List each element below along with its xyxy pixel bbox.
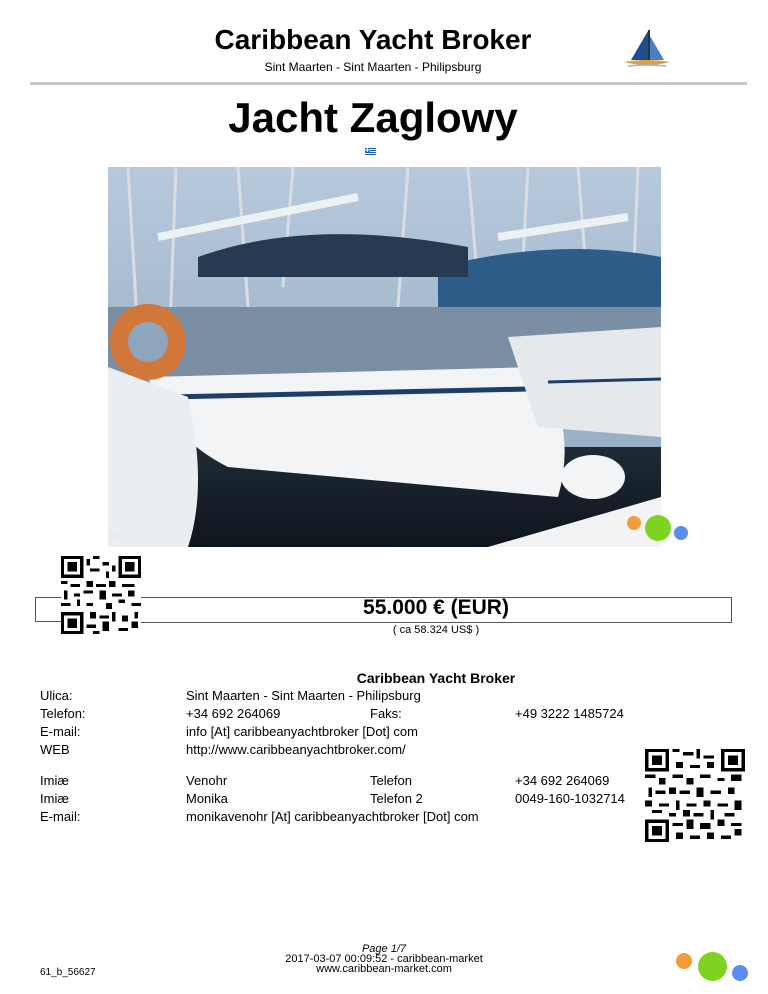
reference-code: 61_b_56627 xyxy=(40,967,96,978)
street-label: Ulica: xyxy=(40,688,73,703)
contact-phone2-label: Telefon 2 xyxy=(370,791,423,806)
green-dot xyxy=(698,952,727,981)
company-location: Sint Maarten - Sint Maarten - Philipsburg xyxy=(264,60,482,74)
listing-price: 55.000 € (EUR) xyxy=(363,596,509,619)
street-value: Sint Maarten - Sint Maarten - Philipsburg xyxy=(186,688,421,703)
orange-dot xyxy=(627,516,641,530)
company-title: Caribbean Yacht Broker xyxy=(214,24,532,55)
phone-label: Telefon: xyxy=(40,706,86,721)
contact-email-label: E-mail: xyxy=(40,809,81,824)
blue-dot xyxy=(674,526,688,540)
yacht-photo xyxy=(108,167,661,547)
page-indicator: Page 1/7 xyxy=(361,943,407,955)
email-value: info [At] caribbeanyachtbroker [Dot] com xyxy=(186,724,418,739)
orange-dot xyxy=(676,953,692,969)
phone-value: +34 692 264069 xyxy=(186,706,281,721)
web-label: WEB xyxy=(40,742,70,757)
contact-qr-code-icon xyxy=(645,749,745,842)
contact-firstname: Monika xyxy=(186,791,228,806)
contact-name-label: Imiæ xyxy=(40,773,69,788)
contact-email-value: monikavenohr [At] caribbeanyachtbroker [Dot] com xyxy=(186,809,479,824)
print-timestamp: 2017-03-07 00:09:52 - caribbean-market xyxy=(285,953,483,965)
email-label: E-mail: xyxy=(40,724,81,739)
contact-phone-value: +34 692 264069 xyxy=(515,773,610,788)
contact-phone2-value: 0049-160-1032714 xyxy=(515,791,625,806)
blue-dot xyxy=(732,965,748,981)
web-link[interactable]: http://www.caribbeanyachtbroker.com/ xyxy=(186,742,406,757)
greece-flag-icon xyxy=(365,143,376,151)
broker-name: Caribbean Yacht Broker xyxy=(356,670,516,686)
fax-value: +49 3222 1485724 xyxy=(515,706,624,721)
price-frame-left xyxy=(35,597,36,621)
fax-label: Faks: xyxy=(370,706,402,721)
listing-price-usd: ( ca 58.324 US$ ) xyxy=(392,624,480,636)
header-divider xyxy=(30,82,747,85)
listing-qr-code-icon xyxy=(61,556,141,634)
contact-firstname-label: Imiæ xyxy=(40,791,69,806)
green-dot xyxy=(645,515,671,541)
contact-surname: Venohr xyxy=(186,773,228,788)
footer-website[interactable]: www.caribbean-market.com xyxy=(316,963,452,975)
sailboat-logo-icon xyxy=(622,28,672,72)
photo-caption: 627 xyxy=(110,533,122,540)
listing-title: Jacht Zaglowy xyxy=(228,94,518,141)
contact-phone-label: Telefon xyxy=(370,773,412,788)
